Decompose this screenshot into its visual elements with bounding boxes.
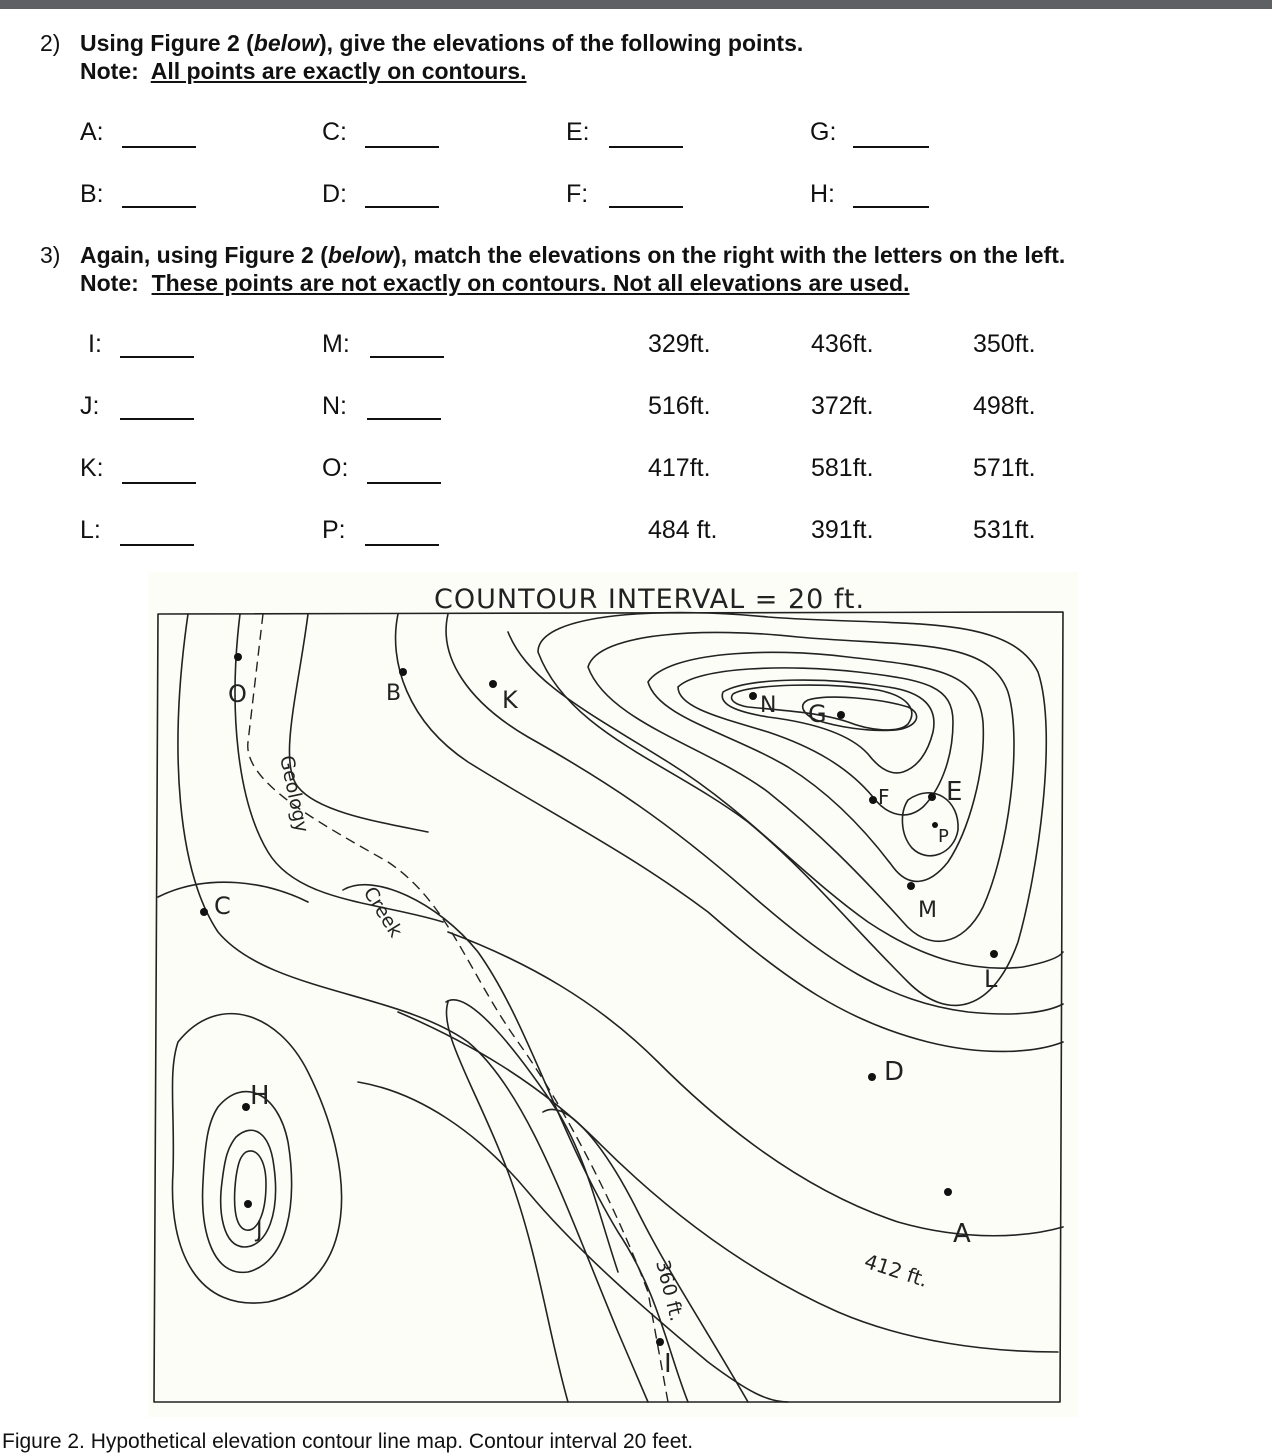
label-i: I:: [88, 330, 102, 358]
label-k: K:: [80, 454, 104, 482]
label-g: G:: [810, 118, 837, 146]
point-h-label: H: [250, 1081, 270, 1111]
question-3-note: Note: These points are not exactly on contours. Not all elevations are used.: [80, 270, 910, 296]
point-l-label: L: [984, 965, 998, 993]
point-m-marker: [907, 882, 915, 890]
point-n-label: N: [760, 693, 777, 718]
point-b-marker: [399, 668, 407, 676]
point-o-label: O: [228, 680, 247, 708]
answer-blank-a[interactable]: [122, 146, 196, 148]
label-j: J:: [80, 392, 100, 420]
label-b: B:: [80, 180, 104, 208]
creek-name-label-2: Creek: [358, 882, 407, 942]
elevation-option: 391ft.: [811, 516, 874, 544]
map-paper: [148, 572, 1078, 1417]
point-j-label: J: [256, 1218, 263, 1243]
point-p-label: P: [938, 826, 949, 847]
label-c: C:: [322, 118, 347, 146]
elevation-option: 417ft.: [648, 454, 711, 482]
answer-blank-b[interactable]: [122, 206, 196, 208]
elevation-option: 329ft.: [648, 330, 711, 358]
point-o-marker: [234, 653, 242, 661]
answer-blank-l[interactable]: [120, 544, 194, 546]
answer-blank-o[interactable]: [367, 482, 441, 484]
answer-blank-n[interactable]: [367, 418, 441, 420]
point-i-label: I: [664, 1349, 672, 1379]
answer-blank-e[interactable]: [609, 146, 683, 148]
question-2-number: 2): [40, 30, 61, 56]
elevation-option: 498ft.: [973, 392, 1036, 420]
answer-blank-h[interactable]: [853, 206, 929, 208]
point-i-marker: [656, 1338, 664, 1346]
point-n-marker: [749, 692, 757, 700]
label-l: L:: [80, 516, 101, 544]
elevation-option: 571ft.: [973, 454, 1036, 482]
spot-elevation-412: 412 ft.: [861, 1248, 932, 1292]
point-a-label: A: [953, 1219, 971, 1249]
elevation-option: 372ft.: [811, 392, 874, 420]
label-d: D:: [322, 180, 347, 208]
creek-name-label-1: Geology: [275, 753, 313, 835]
answer-blank-i[interactable]: [120, 356, 194, 358]
label-h: H:: [810, 180, 835, 208]
window-top-bar: [0, 0, 1272, 9]
label-a: A:: [80, 118, 104, 146]
point-a-marker: [944, 1188, 952, 1196]
answer-blank-k[interactable]: [122, 482, 196, 484]
point-h-marker: [242, 1103, 250, 1111]
point-b-label: B: [386, 681, 402, 706]
question-2-note: Note: All points are exactly on contours.: [80, 58, 527, 84]
spot-elevation-360: 360 ft.: [651, 1257, 688, 1324]
elevation-option: 516ft.: [648, 392, 711, 420]
label-f: F:: [566, 180, 589, 208]
point-d-marker: [868, 1073, 876, 1081]
elevation-option: 436ft.: [811, 330, 874, 358]
label-e: E:: [566, 118, 590, 146]
point-f-marker: [869, 796, 877, 804]
point-k-label: K: [502, 686, 518, 714]
contour-map-figure: [148, 572, 1078, 1417]
question-3-prompt: Again, using Figure 2 (below), match the elevations on the right with the letters on the left.: [80, 242, 1066, 268]
point-c-marker: [200, 908, 208, 916]
answer-blank-c[interactable]: [365, 146, 439, 148]
elevation-option: 581ft.: [811, 454, 874, 482]
label-n: N:: [322, 392, 347, 420]
point-c-label: C: [214, 892, 231, 920]
label-m: M:: [322, 330, 350, 358]
point-d-label: D: [884, 1057, 905, 1087]
point-l-marker: [990, 950, 998, 958]
figure-caption: Figure 2. Hypothetical elevation contour line map. Contour interval 20 feet.: [2, 1430, 694, 1453]
question-3-number: 3): [40, 242, 61, 268]
answer-blank-f[interactable]: [609, 206, 683, 208]
answer-blank-j[interactable]: [120, 418, 194, 420]
point-g-label: G: [808, 700, 827, 728]
point-m-label: M: [918, 898, 937, 923]
answer-blank-d[interactable]: [365, 206, 439, 208]
answer-blank-m[interactable]: [370, 356, 444, 358]
point-f-label: F: [878, 785, 890, 809]
point-e-marker: [928, 793, 936, 801]
label-p: P:: [322, 516, 346, 544]
answer-blank-p[interactable]: [365, 544, 439, 546]
answer-blank-g[interactable]: [853, 146, 929, 148]
point-g-marker: [837, 711, 845, 719]
elevation-option: 350ft.: [973, 330, 1036, 358]
label-o: O:: [322, 454, 349, 482]
point-j-marker: [244, 1200, 252, 1208]
elevation-option: 484 ft.: [648, 516, 718, 544]
contour-interval-label: COUNTOUR INTERVAL = 20 ft.: [434, 584, 866, 615]
point-k-marker: [489, 680, 497, 688]
point-e-label: E: [946, 777, 963, 807]
elevation-option: 531ft.: [973, 516, 1036, 544]
question-2-prompt: Using Figure 2 (below), give the elevations of the following points.: [80, 30, 804, 56]
